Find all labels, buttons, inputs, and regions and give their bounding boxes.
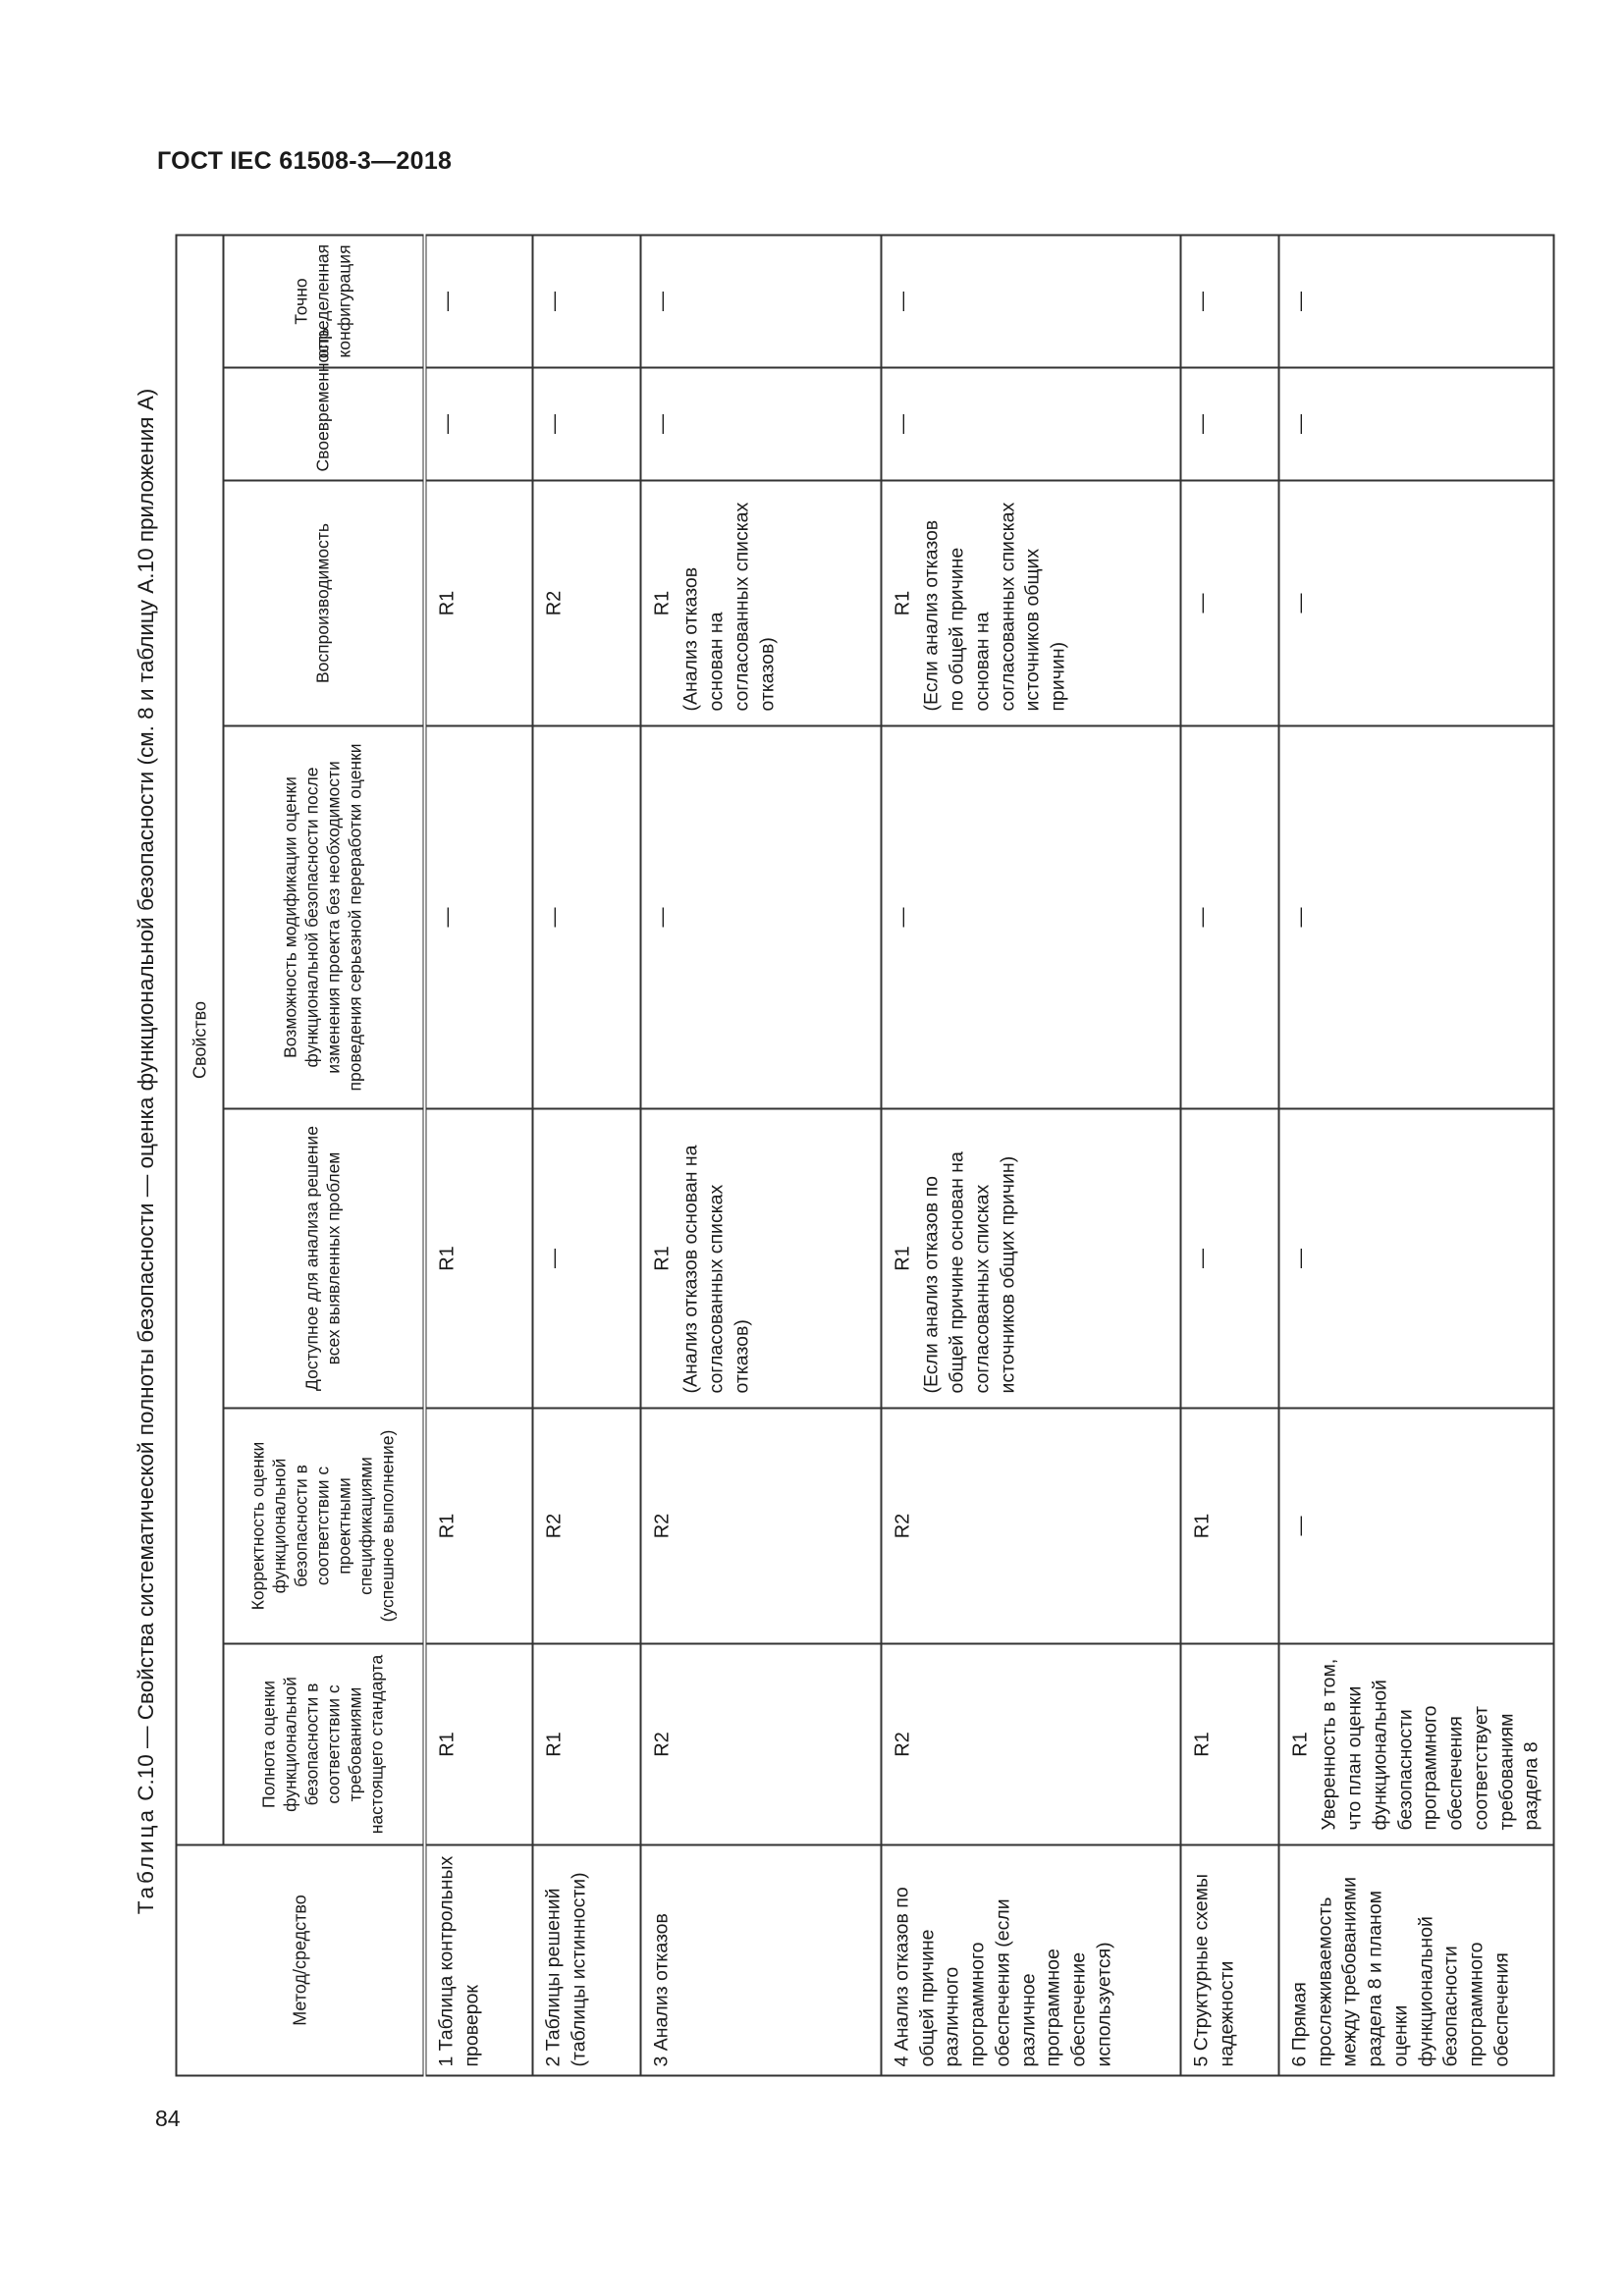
value-cell [1278,235,1553,367]
value-cell [1278,1408,1553,1643]
method-cell: 3 Анализ отказов [640,1844,881,2075]
recommendation-value: — [651,907,673,927]
caption-label: Таблица [134,1806,158,1914]
recommendation-value: R1 [436,1731,458,1757]
value-cell [881,1108,1180,1408]
recommendation-value: — [1289,593,1311,613]
value-cell [640,725,881,1108]
value-cell [424,235,532,367]
value-cell [1278,725,1553,1108]
cell-note: (Если анализ отказов по общей причине основан на согласованных списках источников общих причин) [920,502,1069,711]
recommendation-value: — [1289,1516,1311,1535]
value-cell [640,367,881,480]
recommendation-value: R2 [651,1731,673,1757]
cell-note: (Анализ отказов основан на согласованных списках отказов) [679,502,778,711]
value-cell [532,1108,640,1408]
recommendation-value: — [1191,413,1213,434]
value-cell [881,367,1180,480]
recommendation-value: R1 [1191,1513,1213,1538]
recommendation-value: — [892,291,913,311]
value-cell [424,1108,532,1408]
recommendation-value: R1 [651,590,673,615]
value-cell [1180,367,1278,480]
property-column-header: Своевременность [223,367,424,480]
table-row [424,235,532,2075]
recommendation-value: — [651,291,673,311]
recommendation-value: R2 [543,1513,565,1538]
recommendation-value: — [436,907,458,927]
value-cell [881,1643,1180,1844]
recommendation-value: — [543,1248,565,1268]
property-column-header: Доступное для анализа решение всех выявленных проблем [223,1108,424,1408]
value-cell [532,235,640,367]
value-cell [1180,1108,1278,1408]
page-number: 84 [155,2106,181,2131]
method-cell: 4 Анализ отказов по общей причине различного программного обеспечения (если различное программное обеспечение используется) [881,1844,1180,2075]
property-column-header: Корректность оценки функциональной безопасности в соответствии с проектными спецификациями (успешное выполнение) [223,1408,424,1643]
recommendation-value: R2 [892,1731,913,1757]
recommendation-value: R1 [1191,1731,1213,1757]
recommendation-value: — [1191,907,1213,927]
table-caption-zone [122,226,171,2076]
recommendation-value: — [1289,291,1311,311]
value-cell [1278,1643,1553,1844]
property-header: Свойство [176,235,223,1844]
value-cell [881,1408,1180,1643]
recommendation-value: — [892,413,913,434]
property-column-header: Возможность модификации оценки функциональной безопасности после изменения проекта без необходимости проведения серьезной переработки оценки [223,725,424,1108]
value-cell [1278,1108,1553,1408]
value-cell [424,1643,532,1844]
cell-note: Уверенность в том, что план оценки функциональной безопасности программного обеспечения соответствует требованиям раздела 8 [1318,1658,1543,1830]
table-row [1180,235,1278,2075]
recommendation-value: R2 [892,1513,913,1538]
value-cell [640,480,881,725]
table-body [424,235,1553,2075]
recommendation-value: — [1191,291,1213,311]
document-code: ГОСТ IEC 61508-3—2018 [157,147,453,175]
method-cell: 5 Структурные схемы надежности [1180,1844,1278,2075]
property-columns-row [223,235,424,2075]
table-row [1278,235,1553,2075]
recommendation-value: R1 [651,1245,673,1271]
recommendation-value: — [1289,413,1311,434]
table-row [640,235,881,2075]
value-cell [881,725,1180,1108]
recommendation-value: — [651,413,673,434]
recommendation-value: — [1191,1248,1213,1268]
recommendation-value: — [543,907,565,927]
recommendation-value: R1 [892,590,913,615]
method-header: Метод/средство [176,1844,424,2075]
value-cell [532,1408,640,1643]
table-row [532,235,640,2075]
assessment-table [175,234,1554,2076]
value-cell [424,1408,532,1643]
recommendation-value: R1 [436,1245,458,1271]
method-cell: 1 Таблица контрольных проверок [424,1844,532,2075]
value-cell [640,1643,881,1844]
recommendation-value: R1 [892,1245,913,1271]
value-cell [532,1643,640,1844]
recommendation-value: — [436,291,458,311]
value-cell [640,1408,881,1643]
recommendation-value: R1 [436,1513,458,1538]
property-column-header: Полнота оценки функциональной безопасности в соответствии с требованиями настоящего стандарта [223,1643,424,1844]
recommendation-value: R2 [543,590,565,615]
recommendation-value: — [892,907,913,927]
value-cell [1180,725,1278,1108]
recommendation-value: — [436,413,458,434]
value-cell [1278,480,1553,725]
property-column-header: Точно определенная конфигурация [223,235,424,367]
value-cell [424,725,532,1108]
value-cell [532,480,640,725]
value-cell [532,367,640,480]
value-cell [424,367,532,480]
recommendation-value: R1 [1289,1731,1311,1757]
recommendation-value: R1 [543,1731,565,1757]
value-cell [1180,1408,1278,1643]
value-cell [881,480,1180,725]
value-cell [532,725,640,1108]
recommendation-value: R1 [436,590,458,615]
cell-note: (Если анализ отказов по общей причине основан на согласованных списках источников общих причин) [920,1150,1018,1393]
value-cell [640,1108,881,1408]
value-cell [1180,235,1278,367]
value-cell [1180,1643,1278,1844]
recommendation-value: R2 [651,1513,673,1538]
table-row [881,235,1180,2075]
cell-note: (Анализ отказов основан на согласованных списках отказов) [679,1144,752,1393]
recommendation-value: — [1289,1248,1311,1268]
property-column-header: Воспроизводимость [223,480,424,725]
table-caption [134,226,159,2076]
value-cell [640,235,881,367]
caption-text: С.10 — Свойства систематической полноты безопасности — оценка функциональной безопасности (см. 8 и таблицу А.10 приложения А) [134,388,158,1807]
table-rotator [175,236,1543,2076]
value-cell [424,480,532,725]
recommendation-value: — [1191,593,1213,613]
table-zone [175,236,1543,2076]
method-cell: 2 Таблицы решений (таблицы истинности) [532,1844,640,2075]
value-cell [1278,367,1553,480]
value-cell [881,235,1180,367]
recommendation-value: — [543,291,565,311]
method-cell: 6 Прямая прослеживаемость между требованиями раздела 8 и планом оценки функциональной безопасности программного обеспечения [1278,1844,1553,2075]
recommendation-value: — [1289,907,1311,927]
recommendation-value: — [543,413,565,434]
value-cell [1180,480,1278,725]
